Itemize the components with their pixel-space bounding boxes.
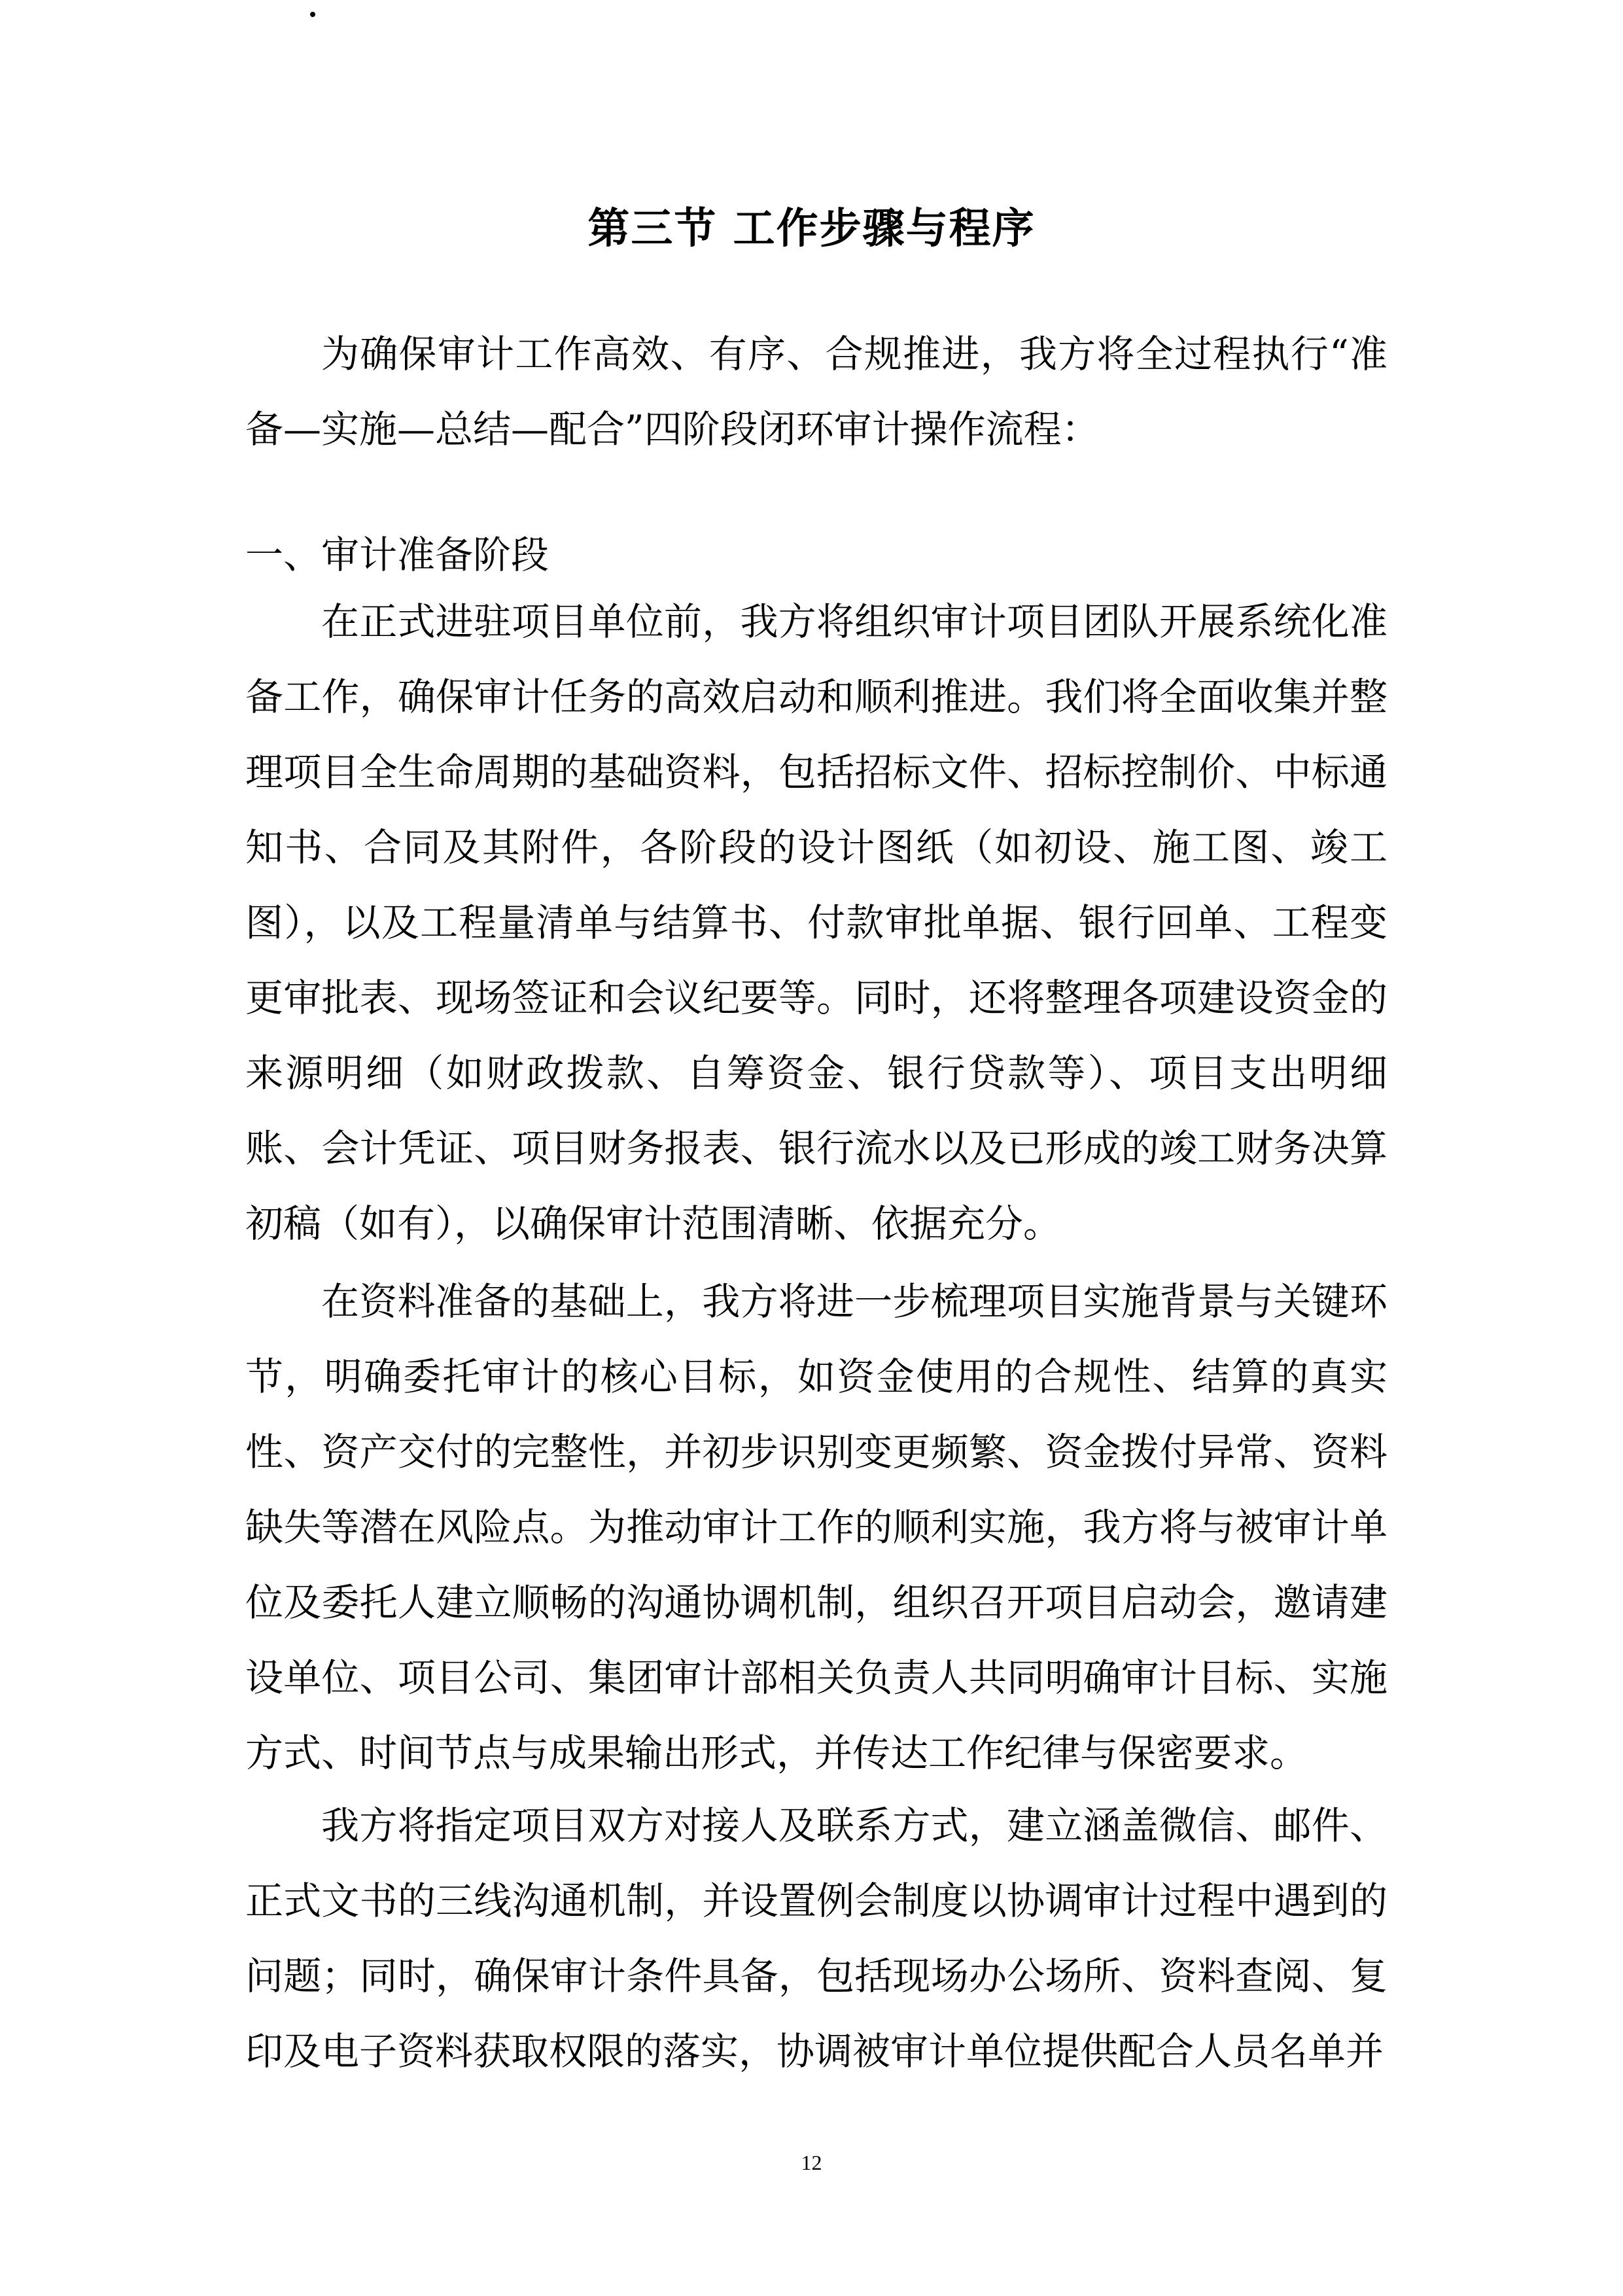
page-number: 12: [801, 2151, 822, 2174]
intro-paragraph: 为确保审计工作高效、有序、合规推进，我方将全过程执行“准备—实施—总结—配合”四阶段闭环审计操作流程：: [245, 332, 1387, 451]
section-title: 第三节 工作步骤与程序: [587, 204, 1036, 253]
header-dot-mark: [310, 12, 315, 17]
body-paragraph: 我方将指定项目双方对接人及联系方式，建立涵盖微信、邮件、正式文书的三线沟通机制，并设置例会制度以协调审计过程中遇到的问题；同时，确保审计条件具备，包括现场办公场所、资料查阅、复印及电子资料获取权限的落实，协调被审计单位提供配合人员名单并: [245, 1803, 1387, 2074]
body-paragraph: 在资料准备的基础上，我方将进一步梳理项目实施背景与关键环节，明确委托审计的核心目标，如资金使用的合规性、结算的真实性、资产交付的完整性，并初步识别变更频繁、资金拨付异常、资料缺失等潜在风险点。为推动审计工作的顺利实施，我方将与被审计单位及委托人建立顺畅的沟通协调机制，组织召开项目启动会，邀请建设单位、项目公司、集团审计部相关负责人共同明确审计目标、实施方式、时间节点与成果输出形式，并传达工作纪律与保密要求。: [245, 1279, 1387, 1775]
body-paragraph: 在正式进驻项目单位前，我方将组织审计项目团队开展系统化准备工作，确保审计任务的高效启动和顺利推进。我们将全面收集并整理项目全生命周期的基础资料，包括招标文件、招标控制价、中标通知书、合同及其附件，各阶段的设计图纸（如初设、施工图、竣工图），以及工程量清单与结算书、付款审批单据、银行回单、工程变更审批表、现场签证和会议纪要等。同时，还将整理各项建设资金的来源明细（如财政拨款、自筹资金、银行贷款等）、项目支出明细账、会计凭证、项目财务报表、银行流水以及已形成的竣工财务决算初稿（如有），以确保审计范围清晰、依据充分。: [245, 599, 1387, 1246]
section-heading: 一、审计准备阶段: [245, 533, 550, 577]
